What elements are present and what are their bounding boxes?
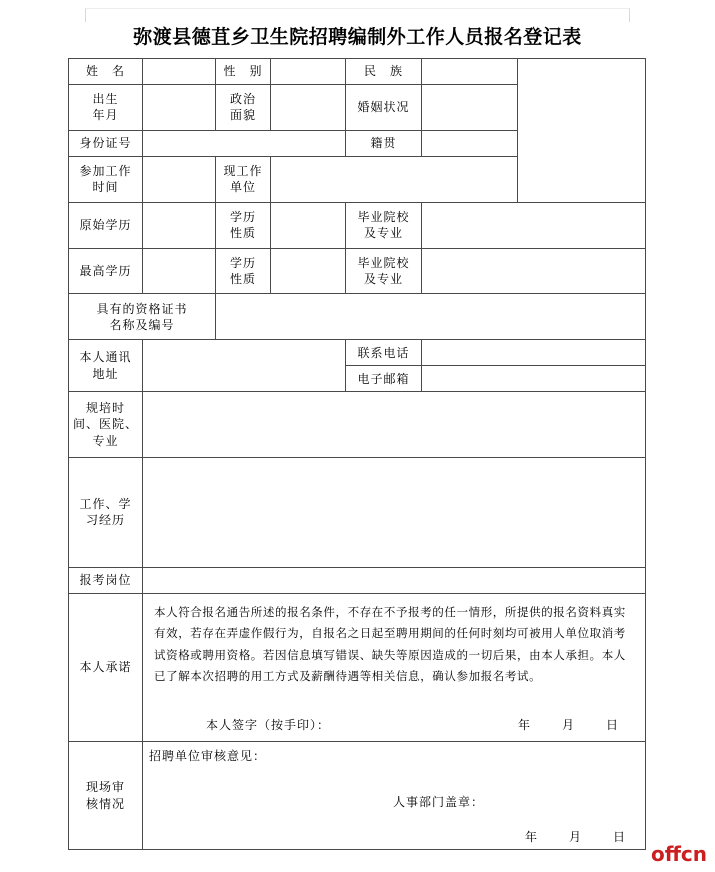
label-highest-education-type [216,248,271,294]
photo-cell[interactable] [518,59,646,203]
label-mailing-address-line2: 地址 [92,366,119,381]
label-birth-date-line2: 年月 [92,108,119,123]
page-edge-decoration [85,8,630,22]
field-birth-date[interactable] [143,84,216,130]
pledge-section [143,594,646,742]
label-applied-position: 报考岗位 [69,567,143,593]
label-native-place: 籍贯 [346,130,422,156]
label-original-school-major-line1: 毕业院校 [357,209,410,224]
label-highest-school-major-line2: 及专业 [363,271,403,286]
label-onsite-audit-line2: 核情况 [85,796,125,811]
field-highest-school-major[interactable] [422,248,646,294]
label-certificates [69,294,216,340]
label-onsite-audit [69,742,143,850]
field-certificates[interactable] [216,294,646,340]
table-row-address-phone [69,340,646,366]
table-row-pledge [69,594,646,742]
label-highest-school-major-line1: 毕业院校 [357,255,410,270]
label-original-education-type-line1: 学历 [229,209,256,224]
pledge-text: 本人符合报名通告所述的报名条件，不存在不予报考的任一情形，所提供的报名资料真实有效，若存在弄虚作假行为，自报名之日起至聘用期间的任何时刻均可被用人单位取消考试资格或聘用资格。若因信息填写错误、缺失等原因造成的一切后果，由本人承担。本人已了解本次招聘的用工方式及薪酬待遇等相关信息，确认参加报名考试。 [154,605,626,683]
table-row-training [69,392,646,458]
label-highest-education-type-line1: 学历 [229,255,256,270]
label-experience-line2: 习经历 [85,513,125,528]
label-original-education-type-line2: 性质 [229,226,256,241]
table-row-highest-education [69,248,646,294]
label-ethnicity: 民 族 [346,59,422,85]
field-email[interactable] [422,366,646,392]
table-row-experience [69,457,646,567]
field-original-education-type[interactable] [271,202,346,248]
label-work-start-time-line2: 时间 [92,180,119,195]
field-experience[interactable] [143,457,646,567]
label-work-start-time-line1: 参加工作 [79,164,132,179]
pledge-wrapper [146,596,642,739]
field-name[interactable] [143,59,216,85]
field-id-number[interactable] [143,130,346,156]
field-highest-education[interactable] [143,248,216,294]
label-email: 电子邮箱 [346,366,422,392]
field-political-status[interactable] [271,84,346,130]
field-current-work-unit[interactable] [271,156,518,202]
page-title: 弥渡县德苴乡卫生院招聘编制外工作人员报名登记表 [133,26,582,48]
label-birth-date-line1: 出生 [92,92,119,107]
field-work-start-time[interactable] [143,156,216,202]
label-political-status-line1: 政治 [229,92,256,107]
label-original-school-major [346,202,422,248]
offcn-watermark-logo: offcn [650,842,707,866]
field-phone[interactable] [422,340,646,366]
label-pledge: 本人承诺 [69,594,143,742]
field-ethnicity[interactable] [422,59,518,85]
label-training-line1: 规培时 [85,401,125,416]
label-current-work-unit-line2: 单位 [229,180,256,195]
label-name: 姓 名 [69,59,143,85]
label-phone: 联系电话 [346,340,422,366]
registration-form-table [68,58,646,850]
field-training[interactable] [143,392,646,458]
table-row-certificates [69,294,646,340]
table-row-basic-1 [69,59,646,85]
label-experience-line1: 工作、学 [79,497,132,512]
form-sheet [68,58,645,850]
label-certificates-line2: 名称及编号 [109,317,175,332]
field-native-place[interactable] [422,130,518,156]
label-mailing-address-line1: 本人通讯 [79,350,132,365]
label-political-status [216,84,271,130]
field-highest-education-type[interactable] [271,248,346,294]
label-highest-education: 最高学历 [69,248,143,294]
label-original-school-major-line2: 及专业 [363,226,403,241]
label-mailing-address [69,340,143,392]
label-id-number: 身份证号 [69,130,143,156]
label-certificates-line1: 具有的资格证书 [96,301,188,316]
audit-date-placeholder[interactable]: 年 月 日 [524,829,635,844]
label-current-work-unit [216,156,271,202]
table-row-position [69,567,646,593]
label-experience [69,457,143,567]
label-current-work-unit-line1: 现工作 [223,164,263,179]
audit-section [143,742,646,850]
audit-body [143,742,645,849]
field-original-education[interactable] [143,202,216,248]
signature-date-placeholder[interactable]: 年 月 日 [517,717,628,732]
label-highest-school-major [346,248,422,294]
field-mailing-address[interactable] [143,340,346,392]
table-row-original-education [69,202,646,248]
label-original-education: 原始学历 [69,202,143,248]
label-onsite-audit-line1: 现场审 [85,780,125,795]
label-work-start-time [69,156,143,202]
label-audit-opinion: 招聘单位审核意见： [149,749,267,763]
label-hr-seal[interactable]: 人事部门盖章： [393,795,485,809]
label-highest-education-type-line2: 性质 [229,271,256,286]
field-gender[interactable] [271,59,346,85]
label-original-education-type [216,202,271,248]
label-training [69,392,143,458]
field-applied-position[interactable] [143,567,646,593]
label-gender: 性 别 [216,59,271,85]
label-birth-date [69,84,143,130]
label-marital-status: 婚姻状况 [346,84,422,130]
label-training-line3: 专业 [92,433,119,448]
label-political-status-line2: 面貌 [229,108,256,123]
label-signature[interactable]: 本人签字（按手印）： [206,717,331,732]
table-row-audit [69,742,646,850]
label-training-line2: 间、医院、 [72,417,138,432]
field-original-school-major[interactable] [422,202,646,248]
signature-row [146,717,642,739]
field-marital-status[interactable] [422,84,518,130]
